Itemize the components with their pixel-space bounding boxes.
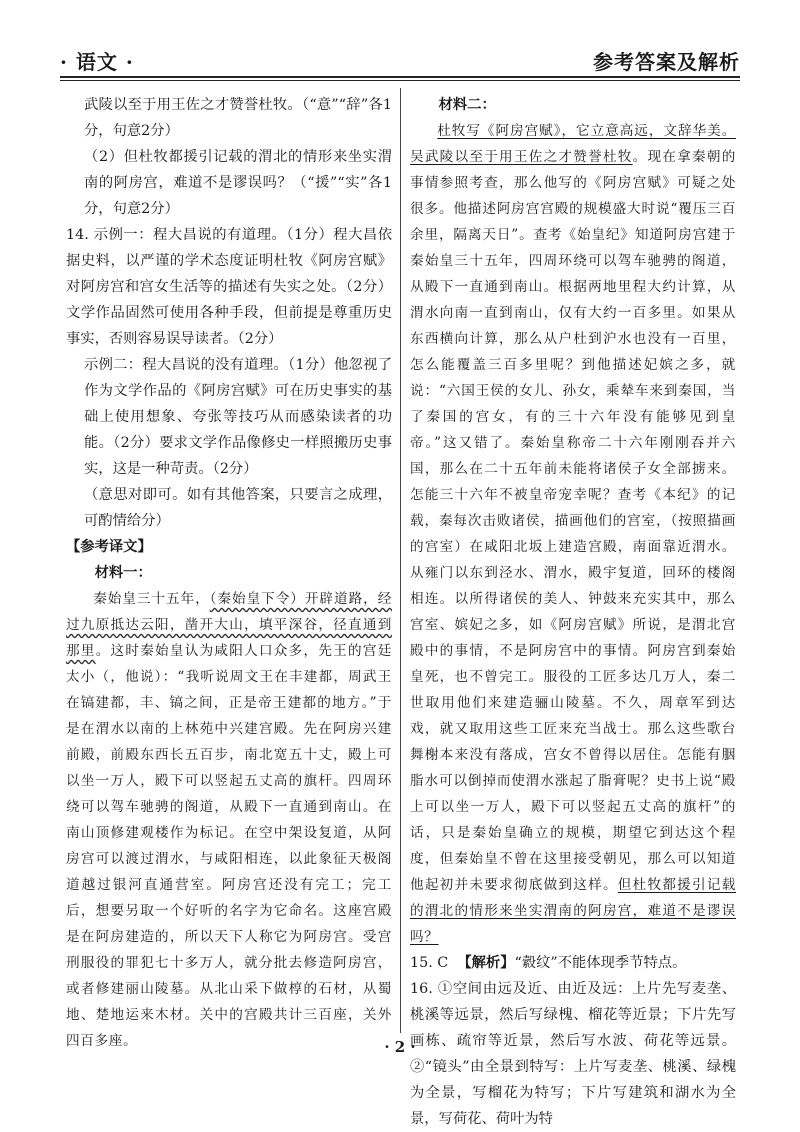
reference-translation-heading: 【参考译文】 [66,539,152,555]
header-title: 参考答案及解析 [593,50,740,74]
m1-start: 秦始皇三十五年， [93,591,210,607]
m1-body: 。这时秦始皇认为咸阳人口众多，先王的宫廷太小（，他说）：“我听说周文王在丰建都，周武王在镐建都，丰、镐之间，正是帝王建都的地方。”于是在渭水以南的上林苑中兴建宫殿。先在阿房兴建前殿，前殿东西长五百步，南北宽五十丈，殿上可以坐一万人，殿下可以竖起五丈高的旗杆。四周环绕可以驾车驰骋的阁道，从殿下一直通到南山。在南山顶修建观楼作为标记。在空中架设复道，从阿房宫可以渡过渭水，与咸阳相连，以此象征天极阁道越过银河直通营室。阿房宫还没有完工；完工后，想要另取一个好听的名字为它命名。这座宫殿是在阿房建造的，所以天下人称它为阿房宫。受宫刑服役的罪犯七十多万人，就分批去修造阿房宫，或者修建丽山陵墓。从北山采下做椁的石材，从蜀地、楚地运来木材。关中的宫殿共计三百座，关外四百多座。 [66,643,392,1049]
m2-underlined-start: 杜牧写《阿房宫赋》，它立意高远，文辞华美。吴武陵以至于用王佐之才赞誉杜牧 [410,123,736,165]
answer-14-example2: 示例二：程大昌说的没有道理。（1分）他忽视了作为文学作品的《阿房宫赋》可在历史事实的基础上使用想象、夸张等技巧从而感染读者的功能。（2分）要求文学作品像修史一样照搬历史事实，这是一种苛责。（2分） [84,357,392,477]
right-column [410,92,736,1132]
header-rule-thick [60,76,740,78]
grading-note: （意思对即可。如有其他答案，只要言之成理，可酌情给分） [84,487,392,529]
q15-text: “縠纹”不能体现季节特点。 [514,955,687,971]
answer-13-2: （2）但杜牧都援引记载的渭北的情形来坐实渭南的阿房宫，难道不是谬误吗？（“援”“实”各1分，句意2分） [84,149,392,217]
answer-16: 16. ①空间由远及近、由近及远：上片先写麦垄、桃溪等远景，然后写绿槐、榴花等近景；下片先写画栋、疏帘等近景，然后写水波、荷花等远景。②“镜头”由全景到特写：上片写麦垄、桃溪、绿槐为全景，写榴花为特写；下片写建筑和湖水为全景，写荷花、荷叶为特 [410,981,736,1127]
m1-wavy-underlined: （秦始皇下令）开辟道路，经过九原抵达云阳，凿开大山，填平深谷，径直通到那里 [66,591,392,659]
answer-15 [410,950,736,976]
m2-underlined-end: 但杜牧都援引记载的渭北的情形来坐实渭南的阿房宫，难道不是谬误吗？ [410,877,736,945]
page-header [60,42,740,74]
column-divider [400,88,401,1033]
material-1-translation [66,586,392,1054]
page-number: · 2 · [384,1038,416,1056]
q15-number: 15. C [410,955,449,971]
material-2-translation [410,118,736,950]
material-2-heading: 材料二： [438,97,496,113]
answer-14: 14. 示例一：程大昌说的有道理。（1分）程大昌依据史料，以严谨的学术态度证明杜牧《阿房宫赋》对阿房宫和宫女生活等的描述有失实之处。（2分）文学作品固然可使用各种手段，但前提是尊重历史事实，否则容易误导读者。（2分） [66,227,392,347]
answer-continuation: 武陵以至于用王佐之才赞誉杜牧。（“意”“辞”各1分，句意2分） [84,97,392,139]
header-rule-thin [60,80,740,81]
subject-label: · 语文 · [60,50,134,74]
material-1-heading: 材料一： [94,565,152,581]
q15-analysis-tag: 【解析】 [457,955,515,971]
left-column [66,92,392,1054]
m2-body: 。现在拿秦朝的事情参照考查，那么他写的《阿房宫赋》可疑之处很多。他描述阿房宫宫殿的规模盛大时说“覆压三百余里，隔离天日”。查考《始皇纪》知道阿房宫建于秦始皇三十五年，四周环绕可以驾车驰骋的阁道，从殿下一直通到南山。根据两地里程大约计算，从渭水向南一直到南山，仅有大约一百多里。如果从东西横向计算，那么从户杜到沪水也没有一百里，怎么能覆盖三百多里呢？到他描述妃嫔之多，就说：“六国王侯的女儿、孙女，乘辇车来到秦国，当了秦国的宫女，有的三十六年没有能够见到皇帝。”这又错了。秦始皇称帝二十六年刚刚吞并六国，那么在二十五年前未能将诸侯子女全部掳来。怎能三十六年不被皇帝宠幸呢？查考《本纪》的记载，秦每次击败诸侯，描画他们的宫室，（按照描画的宫室）在咸阳北坂上建造宫殿，南面靠近渭水。从雍门以东到泾水、渭水，殿宇复道，回环的楼阁相连。以所得诸侯的美人、钟鼓来充实其中，那么宫室、嫔妃之多，如《阿房宫赋》所说，是渭北宫殿中的事情，不是阿房宫中的事情。阿房宫到秦始皇死，也不曾完工。服役的工匠多达几万人，秦二世取用他们来建造骊山陵墓。不久，周章军到达戏，就又取用这些工匠来充当战士。那么这些歌台舞榭本来没有落成，宫女不曾得以居住。怎能有胭脂水可以倒掉而使渭水涨起了脂膏呢？史书上说“殿上可以坐一万人，殿下可以竖起五丈高的旗杆”的话，只是秦始皇确立的规模，期望它到达这个程度，但秦始皇不曾在这里接受朝见，那么可以知道他起初并未要求彻底做到这样。 [410,149,737,893]
